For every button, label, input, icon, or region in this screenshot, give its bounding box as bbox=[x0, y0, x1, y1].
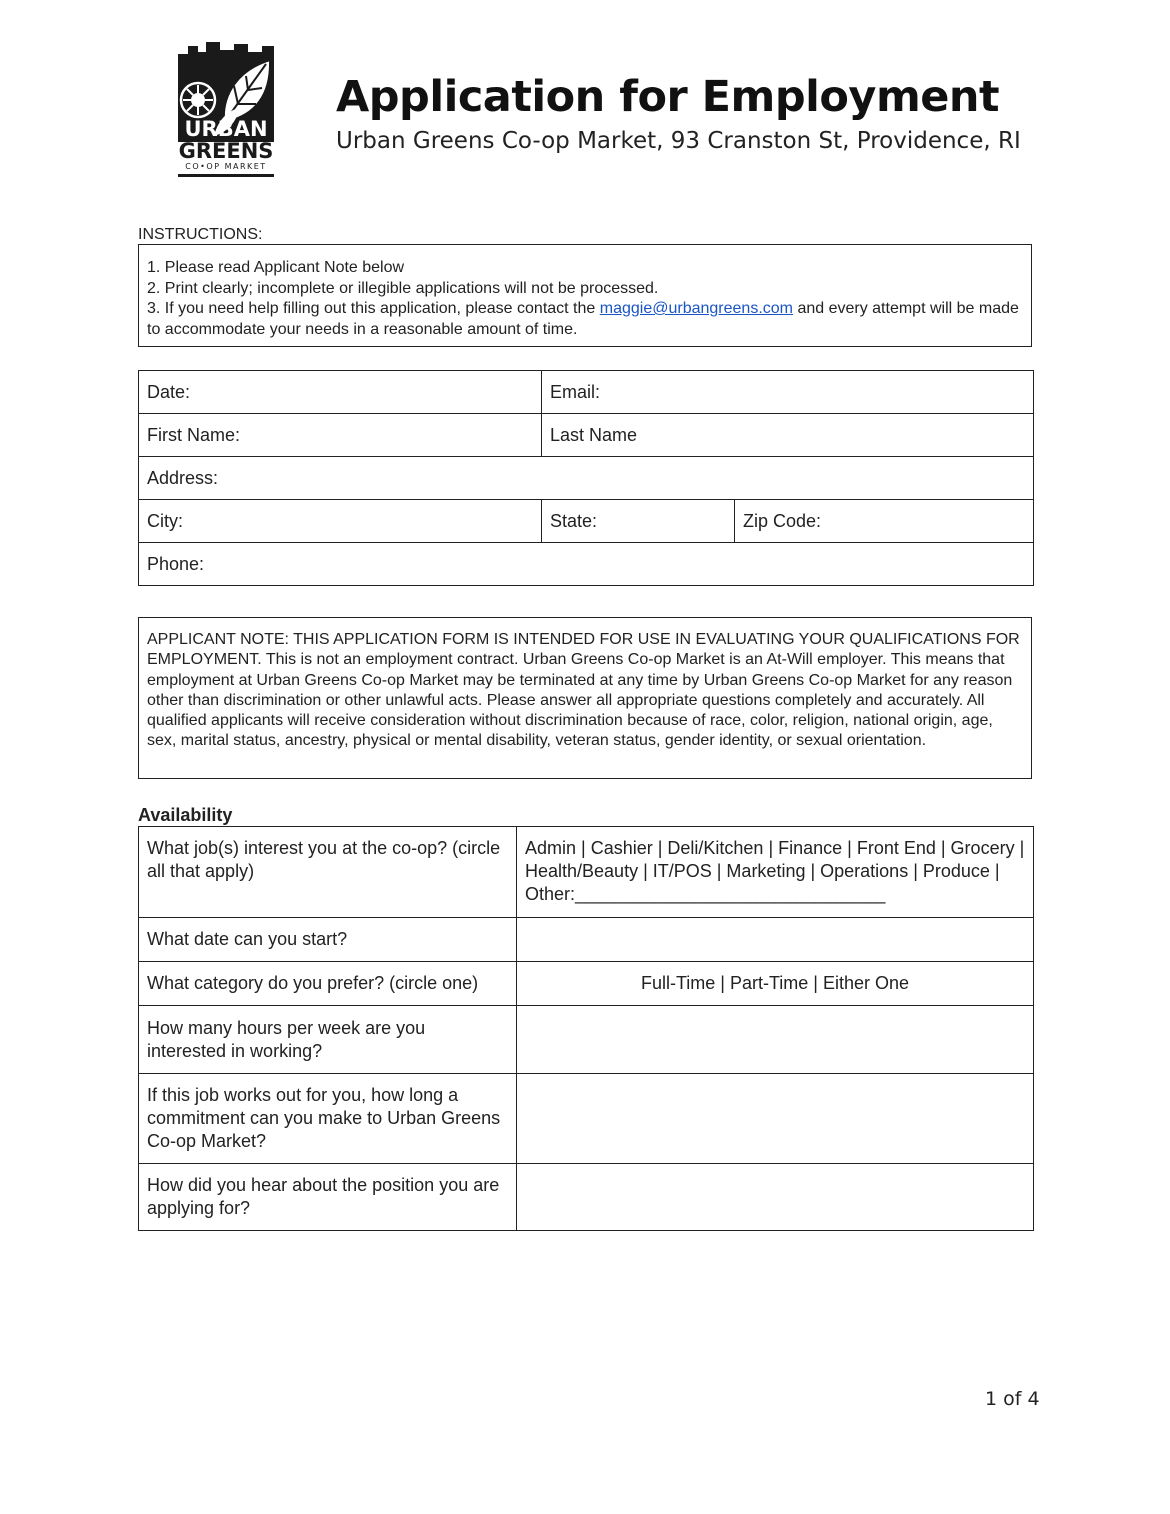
instruction-item-1: 1. Please read Applicant Note below bbox=[147, 259, 405, 276]
instructions-label: INSTRUCTIONS: bbox=[138, 226, 263, 243]
page-title: Application for Employment bbox=[336, 72, 1000, 122]
instruction-item-2: 2. Print clearly; incomplete or illegible applications will not be processed. bbox=[147, 279, 659, 297]
urban-greens-logo bbox=[176, 42, 276, 180]
question-category: What category do you prefer? (circle one) bbox=[139, 962, 517, 1006]
first-name-field[interactable]: First Name: bbox=[139, 414, 542, 457]
availability-heading: Availability bbox=[138, 805, 233, 825]
question-referral: How did you hear about the position you are applying for? bbox=[139, 1164, 517, 1231]
instructions-box bbox=[138, 244, 1032, 347]
page-number: 1 of 4 bbox=[985, 1388, 1040, 1410]
answer-job-options[interactable]: Admin | Cashier | Deli/Kitchen | Finance | Front End | Grocery | Health/Beauty | IT/POS | Marketing | Operations | Produce | Other:_______________________________ bbox=[517, 827, 1034, 918]
logo-text-coop: CO•OP MARKET bbox=[185, 162, 267, 171]
last-name-field[interactable]: Last Name bbox=[542, 414, 1034, 457]
question-hours: How many hours per week are you interested in working? bbox=[139, 1006, 517, 1074]
question-start-date: What date can you start? bbox=[139, 918, 517, 962]
answer-referral[interactable] bbox=[517, 1164, 1034, 1231]
date-field[interactable]: Date: bbox=[139, 371, 542, 414]
question-job-interest: What job(s) interest you at the co-op? (circle all that apply) bbox=[139, 827, 517, 918]
answer-category-options[interactable]: Full-Time | Part-Time | Either One bbox=[517, 962, 1034, 1006]
page-subtitle: Urban Greens Co-op Market, 93 Cranston St, Providence, RI bbox=[336, 128, 1021, 154]
logo-text-urban: URBAN bbox=[184, 117, 268, 141]
contact-email-link[interactable]: maggie@urbangreens.com bbox=[599, 300, 793, 317]
contact-info-table bbox=[138, 370, 1034, 586]
email-field[interactable]: Email: bbox=[542, 371, 1034, 414]
answer-start-date[interactable] bbox=[517, 918, 1034, 962]
zip-code-field[interactable]: Zip Code: bbox=[735, 500, 1034, 543]
applicant-note: APPLICANT NOTE: THIS APPLICATION FORM IS INTENDED FOR USE IN EVALUATING YOUR QUALIFICATIONS FOR EMPLOYMENT. This is not an employment contract. Urban Greens Co-op Market is an At-Will employer. This means that employment at Urban Greens Co-op Market may be terminated at any time by Urban Greens Co-op Market for any reason other than discrimination or other unlawful acts. Please answer all appropriate questions completely and accurately. All qualified applicants will receive consideration without discrimination because of race, color, religion, national origin, age, sex, marital status, ancestry, physical or mental disability, veteran status, gender identity, or sexual orientation. bbox=[138, 617, 1032, 779]
answer-hours[interactable] bbox=[517, 1006, 1034, 1074]
city-field[interactable]: City: bbox=[139, 500, 542, 543]
instruction-item-3: 3. If you need help filling out this application, please contact the maggie@urbangreens.com and every attempt will be made to accommodate your needs in a reasonable amount of time. bbox=[147, 300, 1019, 338]
state-field[interactable]: State: bbox=[542, 500, 735, 543]
phone-field[interactable]: Phone: bbox=[139, 543, 1034, 586]
question-commitment: If this job works out for you, how long a commitment can you make to Urban Greens Co-op Market? bbox=[139, 1074, 517, 1164]
logo-text-greens: GREENS bbox=[178, 139, 274, 163]
answer-commitment[interactable] bbox=[517, 1074, 1034, 1164]
address-field[interactable]: Address: bbox=[139, 457, 1034, 500]
availability-table bbox=[138, 826, 1034, 1231]
